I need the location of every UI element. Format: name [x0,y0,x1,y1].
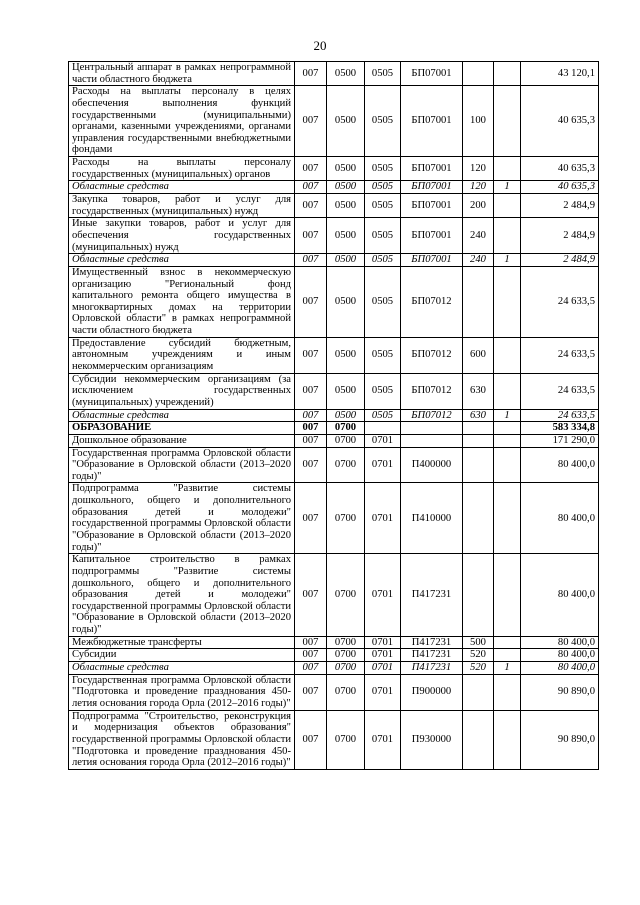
target-code-cell: БП07001 [401,254,463,267]
section-code-cell: 0500 [327,373,365,409]
amount-cell: 583 334,8 [521,422,599,435]
ministry-code-cell: 007 [295,710,327,769]
ministry-code-cell: 007 [295,422,327,435]
expense-type-cell [463,266,494,337]
target-code-cell: БП07012 [401,266,463,337]
funding-source-cell [494,337,521,373]
funding-source-cell [494,434,521,447]
subsection-code-cell: 0505 [365,194,401,218]
expense-type-cell: 630 [463,409,494,422]
section-code-cell: 0700 [327,674,365,710]
section-code-cell: 0500 [327,409,365,422]
target-code-cell: П417231 [401,554,463,636]
section-code-cell: 0700 [327,422,365,435]
table-row [69,254,599,267]
subsection-code-cell: 0505 [365,337,401,373]
subsection-code-cell [365,422,401,435]
subsection-code-cell: 0505 [365,62,401,86]
expense-type-cell: 200 [463,194,494,218]
item-name-cell: Расходы на выплаты персоналу государственных (муниципальных) органов [69,157,295,181]
funding-source-cell [494,157,521,181]
item-name-cell: Подпрограмма "Развитие системы дошкольного, общего и дополнительного образования детей и молодежи" государственной программы Орловской области "Образование в Орловской области (2013–2020 годы)" [69,483,295,554]
item-name-cell: Расходы на выплаты персоналу в целях обеспечения выполнения функций государственными (муниципальными) органами, казенными учреждениями, органами управления государственными внебюджетными фондами [69,86,295,157]
target-code-cell [401,434,463,447]
amount-cell: 80 400,0 [521,554,599,636]
table-row [69,662,599,675]
section-code-cell: 0500 [327,254,365,267]
amount-cell: 43 120,1 [521,62,599,86]
item-name-cell: ОБРАЗОВАНИЕ [69,422,295,435]
target-code-cell: БП07001 [401,218,463,254]
amount-cell: 2 484,9 [521,194,599,218]
expense-type-cell [463,434,494,447]
expense-type-cell [463,483,494,554]
funding-source-cell: 1 [494,254,521,267]
subsection-code-cell: 0505 [365,86,401,157]
ministry-code-cell: 007 [295,674,327,710]
section-code-cell: 0700 [327,554,365,636]
amount-cell: 24 633,5 [521,266,599,337]
subsection-code-cell: 0505 [365,218,401,254]
section-code-cell: 0700 [327,636,365,649]
ministry-code-cell: 007 [295,194,327,218]
amount-cell: 24 633,5 [521,373,599,409]
ministry-code-cell: 007 [295,266,327,337]
section-code-cell: 0700 [327,662,365,675]
funding-source-cell [494,674,521,710]
ministry-code-cell: 007 [295,447,327,483]
funding-source-cell [494,194,521,218]
ministry-code-cell: 007 [295,434,327,447]
table-row [69,636,599,649]
item-name-cell: Государственная программа Орловской области "Образование в Орловской области (2013–2020 годы)" [69,447,295,483]
target-code-cell: БП07012 [401,409,463,422]
target-code-cell: БП07012 [401,373,463,409]
target-code-cell: П417231 [401,662,463,675]
item-name-cell: Капитальное строительство в рамках подпрограммы "Развитие системы дошкольного, общего и дополнительного образования детей и молодежи" государственной программы Орловской области "Образование в Орловской области (2013–2020 годы)" [69,554,295,636]
funding-source-cell [494,266,521,337]
table-row [69,337,599,373]
section-code-cell: 0700 [327,434,365,447]
item-name-cell: Иные закупки товаров, работ и услуг для обеспечения государственных (муниципальных) нужд [69,218,295,254]
subsection-code-cell: 0701 [365,649,401,662]
table-row [69,483,599,554]
funding-source-cell: 1 [494,662,521,675]
amount-cell: 40 635,3 [521,86,599,157]
table-row [69,649,599,662]
target-code-cell: БП07001 [401,86,463,157]
target-code-cell: П410000 [401,483,463,554]
expense-type-cell: 600 [463,337,494,373]
expense-type-cell: 120 [463,157,494,181]
expense-type-cell: 520 [463,662,494,675]
item-name-cell: Предоставление субсидий бюджетным, автономным учреждениям и иным некоммерческим организациям [69,337,295,373]
amount-cell: 24 633,5 [521,409,599,422]
subsection-code-cell: 0505 [365,373,401,409]
amount-cell: 80 400,0 [521,662,599,675]
section-code-cell: 0500 [327,218,365,254]
target-code-cell: П417231 [401,636,463,649]
item-name-cell: Подпрограмма "Строительство, реконструкция и модернизация объектов образования" государственной программы Орловской области "Подготовка и проведение празднования 450-летия основания города Орла (2012–2016 годы)" [69,710,295,769]
expense-type-cell: 520 [463,649,494,662]
ministry-code-cell: 007 [295,62,327,86]
item-name-cell: Государственная программа Орловской области "Подготовка и проведение празднования 450-летия основания города Орла (2012–2016 годы)" [69,674,295,710]
subsection-code-cell: 0701 [365,674,401,710]
ministry-code-cell: 007 [295,373,327,409]
expense-type-cell [463,554,494,636]
subsection-code-cell: 0701 [365,636,401,649]
page-number: 20 [313,38,327,53]
subsection-code-cell: 0701 [365,554,401,636]
target-code-cell [401,422,463,435]
section-code-cell: 0700 [327,649,365,662]
ministry-code-cell: 007 [295,254,327,267]
amount-cell: 80 400,0 [521,649,599,662]
subsection-code-cell: 0505 [365,409,401,422]
target-code-cell: БП07001 [401,194,463,218]
table-row [69,674,599,710]
table-row [69,86,599,157]
table-row [69,181,599,194]
target-code-cell: П900000 [401,674,463,710]
subsection-code-cell: 0701 [365,710,401,769]
item-name-cell: Имущественный взнос в некоммерческую организацию "Региональный фонд капитального ремонта общего имущества в многоквартирных домах на территории Орловской области" в рамках непрограммной части областного бюджета [69,266,295,337]
ministry-code-cell: 007 [295,337,327,373]
table-row [69,710,599,769]
expense-type-cell [463,422,494,435]
item-name-cell: Межбюджетные трансферты [69,636,295,649]
amount-cell: 2 484,9 [521,254,599,267]
amount-cell: 2 484,9 [521,218,599,254]
subsection-code-cell: 0505 [365,254,401,267]
section-code-cell: 0500 [327,62,365,86]
funding-source-cell [494,373,521,409]
table-row [69,157,599,181]
ministry-code-cell: 007 [295,218,327,254]
item-name-cell: Областные средства [69,181,295,194]
target-code-cell: БП07012 [401,337,463,373]
subsection-code-cell: 0701 [365,447,401,483]
item-name-cell: Центральный аппарат в рамках непрограммной части областного бюджета [69,62,295,86]
item-name-cell: Областные средства [69,254,295,267]
expense-type-cell: 240 [463,254,494,267]
amount-cell: 80 400,0 [521,447,599,483]
table-row [69,422,599,435]
amount-cell: 40 635,3 [521,157,599,181]
ministry-code-cell: 007 [295,157,327,181]
section-code-cell: 0700 [327,483,365,554]
subsection-code-cell: 0505 [365,181,401,194]
ministry-code-cell: 007 [295,554,327,636]
item-name-cell: Областные средства [69,662,295,675]
table-row [69,434,599,447]
section-code-cell: 0500 [327,266,365,337]
subsection-code-cell: 0701 [365,434,401,447]
item-name-cell: Областные средства [69,409,295,422]
target-code-cell: БП07001 [401,62,463,86]
subsection-code-cell: 0701 [365,483,401,554]
ministry-code-cell: 007 [295,649,327,662]
amount-cell: 171 290,0 [521,434,599,447]
funding-source-cell [494,86,521,157]
item-name-cell: Субсидии некоммерческим организациям (за исключением государственных (муниципальных) учреждений) [69,373,295,409]
amount-cell: 80 400,0 [521,636,599,649]
amount-cell: 80 400,0 [521,483,599,554]
table-row [69,409,599,422]
funding-source-cell [494,554,521,636]
ministry-code-cell: 007 [295,86,327,157]
amount-cell: 24 633,5 [521,337,599,373]
subsection-code-cell: 0505 [365,266,401,337]
expense-type-cell: 500 [463,636,494,649]
expense-type-cell [463,62,494,86]
target-code-cell: П417231 [401,649,463,662]
section-code-cell: 0500 [327,157,365,181]
funding-source-cell [494,649,521,662]
section-code-cell: 0700 [327,447,365,483]
funding-source-cell [494,710,521,769]
target-code-cell: П930000 [401,710,463,769]
table-row [69,62,599,86]
budget-table [68,61,599,770]
expense-type-cell [463,710,494,769]
amount-cell: 90 890,0 [521,674,599,710]
table-row [69,554,599,636]
section-code-cell: 0500 [327,86,365,157]
amount-cell: 90 890,0 [521,710,599,769]
funding-source-cell: 1 [494,181,521,194]
funding-source-cell [494,218,521,254]
item-name-cell: Дошкольное образование [69,434,295,447]
funding-source-cell [494,483,521,554]
target-code-cell: БП07001 [401,157,463,181]
item-name-cell: Субсидии [69,649,295,662]
table-row [69,218,599,254]
subsection-code-cell: 0701 [365,662,401,675]
expense-type-cell: 120 [463,181,494,194]
subsection-code-cell: 0505 [365,157,401,181]
section-code-cell: 0500 [327,181,365,194]
table-row [69,447,599,483]
funding-source-cell [494,636,521,649]
table-row [69,373,599,409]
ministry-code-cell: 007 [295,181,327,194]
budget-table-body [69,62,599,770]
amount-cell: 40 635,3 [521,181,599,194]
target-code-cell: БП07001 [401,181,463,194]
ministry-code-cell: 007 [295,636,327,649]
expense-type-cell: 240 [463,218,494,254]
funding-source-cell [494,422,521,435]
expense-type-cell: 630 [463,373,494,409]
section-code-cell: 0700 [327,710,365,769]
target-code-cell: П400000 [401,447,463,483]
table-row [69,266,599,337]
expense-type-cell: 100 [463,86,494,157]
funding-source-cell: 1 [494,409,521,422]
ministry-code-cell: 007 [295,483,327,554]
item-name-cell: Закупка товаров, работ и услуг для государственных (муниципальных) нужд [69,194,295,218]
funding-source-cell [494,62,521,86]
funding-source-cell [494,447,521,483]
section-code-cell: 0500 [327,337,365,373]
section-code-cell: 0500 [327,194,365,218]
expense-type-cell [463,447,494,483]
ministry-code-cell: 007 [295,409,327,422]
expense-type-cell [463,674,494,710]
ministry-code-cell: 007 [295,662,327,675]
table-row [69,194,599,218]
